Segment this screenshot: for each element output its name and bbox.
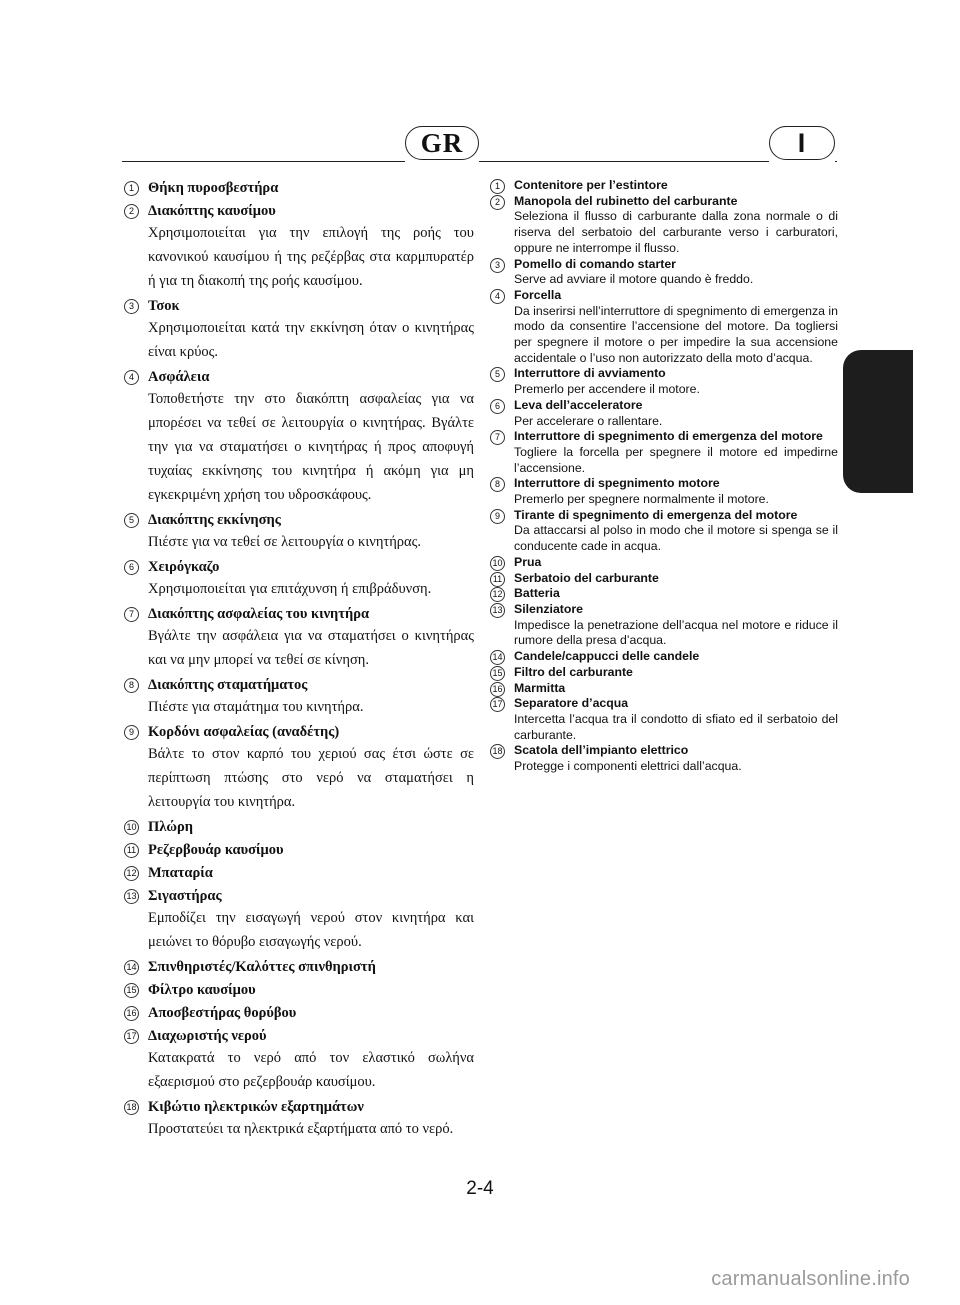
item-title: Serbatoio del carburante [514,570,659,585]
item-number-badge: 9 [124,725,139,740]
parts-list-item [124,863,474,883]
parts-list-item [490,555,838,571]
language-badge-italian: I [769,126,835,160]
item-number-badge: 13 [490,603,505,618]
item-number-badge: 11 [490,572,505,587]
item-number-badge: 5 [490,367,505,382]
item-number-badge: 14 [124,960,139,975]
item-description: Seleziona il flusso di carburante dalla zona normale o di riserva del serbatoio del carburante verso i carburatori, oppure ne interrompe il flusso. [514,209,838,255]
item-title: Pomello di comando starter [514,256,676,271]
parts-list-item [124,1003,474,1023]
item-number-badge: 15 [124,983,139,998]
item-number-badge: 18 [490,744,505,759]
italian-parts-list [490,178,838,775]
item-title: Filtro del carburante [514,664,633,679]
item-description: Da inserirsi nell’interruttore di spegnimento di emergenza in modo da consentire l’accensione del motore. Da togliersi per spegnere il motore o per impedire la sua accensione accidentale o l’uso non autorizzato della moto d’acqua. [514,303,838,365]
item-title: Separatore d’acqua [514,696,629,711]
parts-list-item [490,743,838,774]
parts-list-item [490,508,838,555]
item-number-badge: 7 [124,607,139,622]
item-title: Διακόπτης εκκίνησης [148,512,281,528]
item-number-badge: 12 [490,587,505,602]
item-number-badge: 10 [124,820,139,835]
item-number-badge: 16 [124,1006,139,1021]
item-description: Τοποθετήστε την στο διακόπτη ασφαλείας για να μπορέσει να τεθεί σε λειτουργία ο κινητήρας. Βγάλτε την για να σταματήσει ο κινητήρας ή προς αποφυγή τυχαίας εκκίνησης του κινητήρα ή ακόμη για μη εγκεκριμένη χρήση του υδροσκάφους. [148,391,474,503]
item-title: Batteria [514,586,560,601]
item-description: Χρησιμοποιείται κατά την εκκίνηση όταν ο κινητήρας είναι κρύος. [148,320,474,360]
item-title: Σιγαστήρας [148,888,222,904]
parts-list-item [490,586,838,602]
parts-list-item [124,1097,474,1141]
item-description: Togliere la forcella per spegnere il motore ed impedirne l’accensione. [514,444,838,475]
item-number-badge: 10 [490,556,505,571]
item-title: Tirante di spegnimento di emergenza del motore [514,507,798,522]
item-title: Διακόπτης ασφαλείας του κινητήρα [148,606,370,622]
item-number-badge: 4 [124,370,139,385]
item-title: Scatola dell’impianto elettrico [514,743,689,758]
item-number-badge: 13 [124,889,139,904]
item-title: Interruttore di avviamento [514,366,666,381]
item-description: Da attaccarsi al polso in modo che il motore si spenga se il conducente cade in acqua. [514,523,838,554]
parts-list-item [124,604,474,672]
parts-list-item [124,367,474,507]
item-description: Βάλτε το στον καρπό του χεριού σας έτσι ώστε σε περίπτωση πτώσης στο νερό να σταματήσει η λειτουργία του κινητήρα. [148,746,474,810]
item-title: Interruttore di spegnimento motore [514,476,720,491]
item-number-badge: 17 [490,697,505,712]
item-number-badge: 17 [124,1029,139,1044]
item-title: Μπαταρία [148,865,213,881]
item-number-badge: 3 [490,258,505,273]
page-number: 2-4 [466,1178,494,1199]
parts-list-item [124,957,474,977]
item-title: Silenziatore [514,601,584,616]
parts-list-item [124,178,474,198]
website-watermark: carmanualsonline.info [711,1268,910,1290]
parts-list-item [490,194,838,257]
item-number-badge: 6 [490,399,505,414]
item-description: Premerlo per spegnere normalmente il motore. [514,492,769,507]
item-number-badge: 9 [490,509,505,524]
parts-list-item [490,696,838,743]
item-description: Πιέστε για να τεθεί σε λειτουργία ο κινητήρας. [148,534,422,550]
header-rule-middle [479,161,769,162]
item-description: Πιέστε για σταμάτημα του κινητήρα. [148,699,364,715]
item-number-badge: 15 [490,666,505,681]
item-title: Candele/cappucci delle candele [514,649,700,664]
item-title: Prua [514,554,542,569]
item-number-badge: 7 [490,430,505,445]
item-description: Impedisce la penetrazione dell’acqua nel motore e riduce il rumore della presa d’acqua. [514,617,838,648]
item-title: Leva dell’acceleratore [514,397,643,412]
item-number-badge: 11 [124,843,139,858]
item-number-badge: 1 [490,179,505,194]
greek-parts-list [124,178,474,1144]
parts-list-item [490,571,838,587]
item-title: Διακόπτης σταματήματος [148,677,308,693]
item-title: Φίλτρο καυσίμου [148,982,256,998]
item-title: Contenitore per l’estintore [514,178,668,192]
parts-list-item [490,681,838,697]
language-badge-greek: GR [405,126,479,160]
parts-list-item [124,675,474,719]
item-description: Κατακρατά το νερό από τον ελαστικό σωλήνα εξαερισμού στο ρεζερβουάρ καυσίμου. [148,1050,474,1090]
item-number-badge: 14 [490,650,505,665]
parts-list-item [124,510,474,554]
item-title: Κορδόνι ασφαλείας (αναδέτης) [148,724,340,740]
parts-list-item [124,1026,474,1094]
item-title: Αποσβεστήρας θορύβου [148,1005,297,1021]
item-number-badge: 1 [124,181,139,196]
item-title: Διαχωριστής νερού [148,1028,267,1044]
item-number-badge: 12 [124,866,139,881]
item-description: Εμποδίζει την εισαγωγή νερού στον κινητήρα και μειώνει το θόρυβο εισαγωγής νερού. [148,910,474,950]
header-rule-right [835,161,837,162]
item-description: Προστατεύει τα ηλεκτρικά εξαρτήματα από το νερό. [148,1121,454,1137]
item-description: Serve ad avviare il motore quando è freddo. [514,272,754,287]
item-title: Ασφάλεια [148,369,210,385]
item-description: Per accelerare o rallentare. [514,413,663,428]
item-description: Premerlo per accendere il motore. [514,382,700,397]
item-description: Χρησιμοποιείται για επιτάχυνση ή επιβράδυνση. [148,581,432,597]
item-number-badge: 3 [124,299,139,314]
parts-list-item [490,178,838,194]
item-title: Κιβώτιο ηλεκτρικών εξαρτημάτων [148,1099,364,1115]
parts-list-item [490,476,838,507]
item-number-badge: 8 [490,477,505,492]
item-title: Marmitta [514,680,566,695]
item-title: Πλώρη [148,819,193,835]
item-title: Manopola del rubinetto del carburante [514,193,738,208]
parts-list-item [124,980,474,1000]
item-number-badge: 8 [124,678,139,693]
item-title: Θήκη πυροσβεστήρα [148,180,279,196]
parts-list-item [124,817,474,837]
parts-list-item [490,366,838,397]
parts-list-item [124,201,474,293]
parts-list-item [124,557,474,601]
item-title: Σπινθηριστές/Καλόττες σπινθηριστή [148,959,376,975]
item-description: Protegge i componenti elettrici dall’acqua. [514,759,742,774]
parts-list-item [124,296,474,364]
item-number-badge: 2 [124,204,139,219]
parts-list-item [490,288,838,367]
item-number-badge: 5 [124,513,139,528]
parts-list-item [490,398,838,429]
item-description: Χρησιμοποιείται για την επιλογή της ροής του κανονικού καυσίμου ή της ρεζέρβας στα καρμπυρατέρ ή για τη διακοπή της ροής καυσίμου. [148,225,474,289]
item-number-badge: 18 [124,1100,139,1115]
parts-list-item [490,665,838,681]
parts-list-item [124,886,474,954]
parts-list-item [124,722,474,814]
parts-list-item [490,257,838,288]
item-number-badge: 16 [490,682,505,697]
item-title: Ρεζερβουάρ καυσίμου [148,842,284,858]
parts-list-item [490,649,838,665]
chapter-thumb-tab [843,350,913,493]
item-title: Χειρόγκαζο [148,559,220,575]
parts-list-item [124,840,474,860]
item-title: Forcella [514,287,562,302]
item-number-badge: 6 [124,560,139,575]
item-number-badge: 2 [490,195,505,210]
item-title: Διακόπτης καυσίμου [148,203,276,219]
header-rule-left [122,161,405,162]
item-description: Intercetta l’acqua tra il condotto di sfiato ed il serbatoio del carburante. [514,711,838,742]
item-description: Βγάλτε την ασφάλεια για να σταματήσει ο κινητήρας και να μην μπορεί να τεθεί σε κίνηση. [148,628,474,668]
parts-list-item [490,429,838,476]
item-title: Interruttore di spegnimento di emergenza del motore [514,429,823,444]
item-number-badge: 4 [490,289,505,304]
item-title: Τσοκ [148,298,180,314]
parts-list-item [490,602,838,649]
